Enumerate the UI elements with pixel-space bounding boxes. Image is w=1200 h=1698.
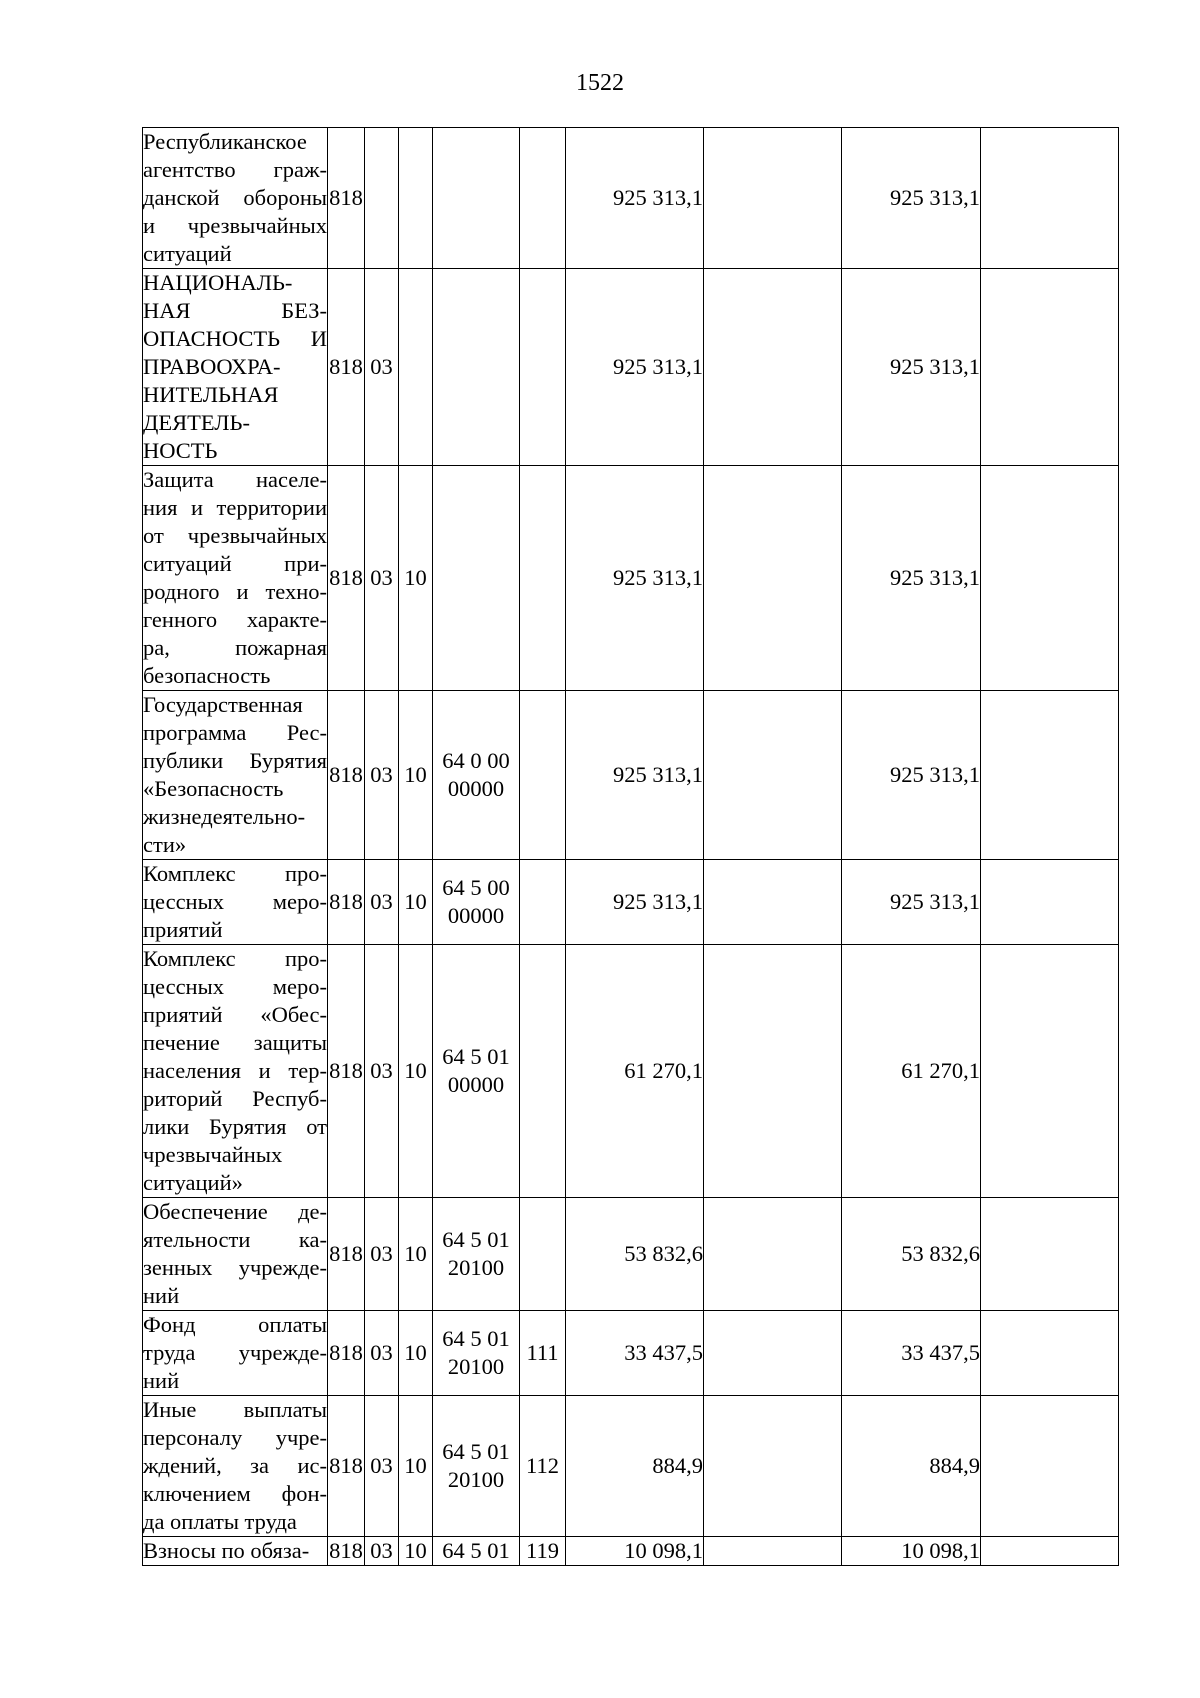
row-name [143,269,328,466]
row-name [143,860,328,945]
amount-total: 925 313,1 [566,860,704,945]
row-name-line: НАЦИОНАЛЬ- [143,270,293,295]
row-name-line: жизнедеятельно- [143,804,306,829]
row-name-line: ний [143,1368,180,1393]
grbs-code: 818 [328,269,365,466]
row-name [143,1311,328,1396]
table-row [143,860,1119,945]
row-name-line: приятий [143,917,223,942]
row-name-line: зенных учрежде- [143,1255,327,1280]
expense-type-code: 119 [520,1537,566,1566]
target-article-line: 00000 [447,903,505,928]
row-name-line: приятий «Обес- [143,1002,327,1027]
amount-col-2 [704,860,842,945]
row-name-line: ждений, за ис- [143,1453,327,1478]
target-article-code [433,1198,520,1311]
amount-total: 884,9 [566,1396,704,1537]
row-name [143,466,328,691]
grbs-code: 818 [328,1537,365,1566]
amount-col-3: 61 270,1 [842,945,981,1198]
subsection-code: 10 [399,691,433,860]
section-code: 03 [365,860,399,945]
target-article-code [433,1311,520,1396]
target-article-line: 64 5 01 [442,1227,510,1252]
budget-table [142,127,1119,1566]
table-row [143,1537,1119,1566]
row-name [143,1537,328,1566]
amount-col-4 [981,1537,1119,1566]
amount-total: 925 313,1 [566,128,704,269]
target-article-line: 64 5 01 [442,1326,510,1351]
target-article-code [433,945,520,1198]
section-code: 03 [365,1537,399,1566]
section-code: 03 [365,269,399,466]
amount-col-4 [981,945,1119,1198]
section-code: 03 [365,466,399,691]
row-name-line: ситуаций [143,241,232,266]
section-code: 03 [365,945,399,1198]
amount-col-3: 925 313,1 [842,691,981,860]
amount-col-3: 33 437,5 [842,1311,981,1396]
row-name-line: Государственная [143,692,303,717]
grbs-code: 818 [328,945,365,1198]
table-row [143,1198,1119,1311]
row-name-line: и чрезвычайных [143,213,327,238]
amount-col-2 [704,1396,842,1537]
expense-type-code: 112 [520,1396,566,1537]
budget-table-body [143,128,1119,1566]
grbs-code: 818 [328,128,365,269]
table-row [143,466,1119,691]
amount-col-4 [981,691,1119,860]
row-name-line: ОПАСНОСТЬ И [143,326,327,351]
row-name-line: ключением фон- [143,1481,327,1506]
subsection-code: 10 [399,1396,433,1537]
grbs-code: 818 [328,466,365,691]
target-article-line: 20100 [447,1354,505,1379]
subsection-code [399,128,433,269]
expense-type-code [520,945,566,1198]
expense-type-code: 111 [520,1311,566,1396]
amount-col-2 [704,466,842,691]
section-code: 03 [365,1198,399,1311]
target-article-code [433,269,520,466]
amount-col-4 [981,466,1119,691]
amount-col-3: 925 313,1 [842,269,981,466]
amount-col-2 [704,1537,842,1566]
amount-col-4 [981,1311,1119,1396]
amount-col-2 [704,1198,842,1311]
amount-col-2 [704,128,842,269]
amount-col-2 [704,691,842,860]
row-name [143,945,328,1198]
target-article-line: 64 5 00 [442,875,510,900]
table-row [143,945,1119,1198]
table-row [143,1311,1119,1396]
row-name-line: ДЕЯТЕЛЬ- [143,410,250,435]
target-article-line: 64 5 01 [442,1538,510,1563]
row-name-line: цессных меро- [143,974,327,999]
amount-col-3: 53 832,6 [842,1198,981,1311]
row-name-line: ситуаций» [143,1170,243,1195]
row-name-line: ний [143,1283,180,1308]
section-code [365,128,399,269]
subsection-code: 10 [399,1311,433,1396]
row-name-line: риторий Респуб- [143,1086,327,1111]
row-name-line: агентство граж- [143,157,327,182]
amount-col-4 [981,128,1119,269]
expense-type-code [520,269,566,466]
row-name-line: труда учрежде- [143,1340,327,1365]
expense-type-code [520,128,566,269]
subsection-code [399,269,433,466]
amount-col-3: 925 313,1 [842,860,981,945]
amount-col-2 [704,945,842,1198]
row-name-line: «Безопасность [143,776,284,801]
row-name-line: ния и территории [143,495,327,520]
subsection-code: 10 [399,1198,433,1311]
target-article-code [433,128,520,269]
row-name-line: от чрезвычайных [143,523,327,548]
target-article-code [433,1537,520,1566]
row-name-line: населения и тер- [143,1058,327,1083]
amount-total: 10 098,1 [566,1537,704,1566]
row-name-line: НОСТЬ [143,438,218,463]
target-article-code [433,466,520,691]
row-name-line: генного характе- [143,607,327,632]
amount-total: 53 832,6 [566,1198,704,1311]
row-name-line: Фонд оплаты [143,1312,327,1337]
grbs-code: 818 [328,1396,365,1537]
amount-col-4 [981,1198,1119,1311]
target-article-line: 64 5 01 [442,1044,510,1069]
row-name-line: ПРАВООХРА- [143,354,281,379]
amount-col-3: 925 313,1 [842,128,981,269]
amount-total: 925 313,1 [566,269,704,466]
amount-total: 925 313,1 [566,466,704,691]
section-code: 03 [365,1396,399,1537]
grbs-code: 818 [328,860,365,945]
row-name [143,1396,328,1537]
target-article-line: 64 5 01 [442,1439,510,1464]
row-name-line: родного и техно- [143,579,327,604]
row-name [143,691,328,860]
grbs-code: 818 [328,1311,365,1396]
amount-col-4 [981,860,1119,945]
row-name-line: публики Бурятия [143,748,327,773]
grbs-code: 818 [328,691,365,860]
target-article-code [433,1396,520,1537]
row-name-line: ситуаций при- [143,551,327,576]
subsection-code: 10 [399,1537,433,1566]
target-article-line: 20100 [447,1255,505,1280]
section-code: 03 [365,1311,399,1396]
target-article-code [433,691,520,860]
page-number: 1522 [576,70,624,96]
row-name-line: Обеспечение де- [143,1199,327,1224]
row-name-line: ятельности ка- [143,1227,327,1252]
table-row [143,269,1119,466]
row-name-line: Комплекс про- [143,861,327,886]
grbs-code: 818 [328,1198,365,1311]
row-name-line: Комплекс про- [143,946,327,971]
row-name-line: печение защиты [143,1030,327,1055]
amount-col-4 [981,269,1119,466]
row-name-line: Иные выплаты [143,1397,327,1422]
row-name-line: данской обороны [143,185,327,210]
table-row [143,128,1119,269]
row-name-line: Взносы по обяза- [143,1538,310,1563]
row-name-line: ра, пожарная [143,635,327,660]
amount-col-4 [981,1396,1119,1537]
target-article-line: 64 0 00 [442,748,510,773]
row-name-line: безопасность [143,663,271,688]
amount-col-2 [704,1311,842,1396]
row-name-line: НИТЕЛЬНАЯ [143,382,279,407]
subsection-code: 10 [399,466,433,691]
target-article-line: 00000 [447,1072,505,1097]
row-name [143,128,328,269]
row-name-line: НАЯ БЕЗ- [143,298,327,323]
amount-col-2 [704,269,842,466]
subsection-code: 10 [399,860,433,945]
row-name-line: сти» [143,832,187,857]
row-name-line: да оплаты труда [143,1509,297,1534]
row-name [143,1198,328,1311]
table-row [143,691,1119,860]
table-row [143,1396,1119,1537]
target-article-line: 00000 [447,776,505,801]
amount-total: 33 437,5 [566,1311,704,1396]
amount-col-3: 10 098,1 [842,1537,981,1566]
amount-total: 925 313,1 [566,691,704,860]
row-name-line: лики Бурятия от [143,1114,327,1139]
expense-type-code [520,466,566,691]
section-code: 03 [365,691,399,860]
row-name-line: персоналу учре- [143,1425,327,1450]
row-name-line: цессных меро- [143,889,327,914]
expense-type-code [520,1198,566,1311]
row-name-line: программа Рес- [143,720,327,745]
subsection-code: 10 [399,945,433,1198]
row-name-line: чрезвычайных [143,1142,283,1167]
amount-col-3: 925 313,1 [842,466,981,691]
amount-total: 61 270,1 [566,945,704,1198]
expense-type-code [520,691,566,860]
target-article-code [433,860,520,945]
row-name-line: Защита населе- [143,467,327,492]
expense-type-code [520,860,566,945]
target-article-line: 20100 [447,1467,505,1492]
amount-col-3: 884,9 [842,1396,981,1537]
row-name-line: Республиканское [143,129,307,154]
